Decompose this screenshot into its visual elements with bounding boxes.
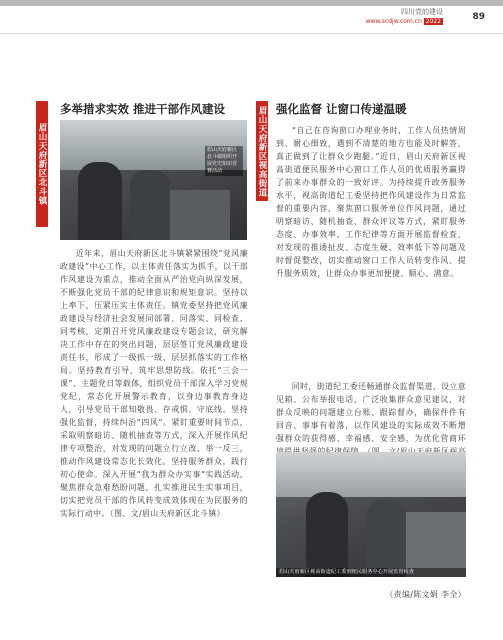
photo-person bbox=[306, 492, 348, 577]
photo-wall bbox=[276, 452, 466, 497]
left-body-paragraph: 近年来，眉山天府新区北斗镇紧紧围绕“党风廉政建设”中心工作，以主体责任落实为抓手，以干部作风建设为重点，推动全面从严治党向纵深发展，不断强化党员干部的纪律意识和规矩意识。坚持以上率下，压紧压实主体责任。镇党委坚持把党风廉政建设与经济社会发展同部署、同落实、同检查、同考核，定期召开党风廉政建设专题会议，研究解决工作中存在的突出问题，层层签订党风廉政建设责任书，形成了一级抓一级、层层抓落实的工作格局。坚持教育引导，筑牢思想防线。依托“三会一课”、主题党日等载体，组织党员干部深入学习党规党纪，常态化开展警示教育，以身边事教育身边人，引导党员干部知敬畏、存戒惧、守底线。坚持强化监督，持续纠治“四风”。紧盯重要时间节点，采取明察暗访、随机抽查等方式，深入开展作风纪律专项整治，对发现的问题立行立改、举一反三，推动作风建设常态化长效化。坚持服务群众，践行初心使命。深入开展“我为群众办实事”实践活动，聚焦群众急难愁盼问题，扎实推进民生实事项目，切实把党员干部的作风转变成效体现在为民服务的实际行动中。（图、文/眉山天府新区北斗镇） bbox=[60, 249, 248, 518]
left-photo-caption: 眉山天府新区北斗镇组织开展党史知识竞赛活动 bbox=[205, 146, 243, 176]
header-bar bbox=[0, 0, 503, 6]
right-body-paragraph: “自己在咨询窗口办理业务时，工作人员热情周到、耐心细致，遇到不清楚的地方也能及时解答，真正做到了让群众少跑腿。”近日，眉山天府新区视高街道便民服务中心窗口工作人员的优质服务赢得了前来办事群众的一致好评。为持续提升政务服务水平，视高街道纪工委坚持把作风建设作为日常监督的重要内容，聚焦窗口服务单位作风问题，通过明察暗访、随机抽查、群众评议等方式，紧盯服务态度、办事效率、工作纪律等方面开展监督检查，对发现的推诿扯皮、态度生硬、效率低下等问题及时督促整改，切实推动窗口工作人员转变作风、提升服务质效，让群众办事更加便捷、顺心、满意。 bbox=[276, 126, 466, 278]
editor-credit: （责编/陈文娟 李全） bbox=[385, 590, 466, 599]
page-number: 89 bbox=[472, 12, 485, 22]
magazine-url-line bbox=[366, 18, 443, 25]
left-article-photo bbox=[60, 120, 247, 240]
magazine-url[interactable]: www.scdjw.com.cn bbox=[365, 18, 422, 25]
magazine-title: 四川党的建设 bbox=[401, 8, 443, 16]
photo-desk bbox=[170, 190, 230, 240]
issue-badge: 2022 bbox=[425, 18, 441, 25]
right-side-tag: 眉山天府新区视高街道 bbox=[256, 101, 268, 201]
photo-person bbox=[366, 500, 406, 577]
header-rule bbox=[0, 33, 503, 34]
left-article-body bbox=[60, 247, 248, 520]
magazine-header bbox=[366, 7, 443, 25]
photo-person bbox=[130, 170, 170, 240]
photo-person bbox=[78, 162, 122, 240]
right-article-title: 强化监督 让窗口传递温暖 bbox=[276, 102, 407, 116]
left-side-tag: 眉山天府新区北斗镇 bbox=[36, 101, 48, 227]
right-photo-caption: 眉山天府新区视高街道纪工委到便民服务中心开展监督检查 bbox=[276, 568, 466, 577]
right-article-body-intro bbox=[276, 124, 466, 280]
right-article-photo bbox=[276, 452, 466, 577]
right-body-paragraph: 同时，街道纪工委还畅通群众监督渠道，设立意见箱、公布举报电话，广泛收集群众意见建议，对群众反映的问题建立台账、跟踪督办，确保件件有回音、事事有着落，以作风建设的实际成效不断增强群众的获得感、幸福感、安全感，为优化营商环 bbox=[276, 382, 466, 443]
left-article-title: 多举措求实效 推进干部作风建设 bbox=[60, 102, 226, 116]
